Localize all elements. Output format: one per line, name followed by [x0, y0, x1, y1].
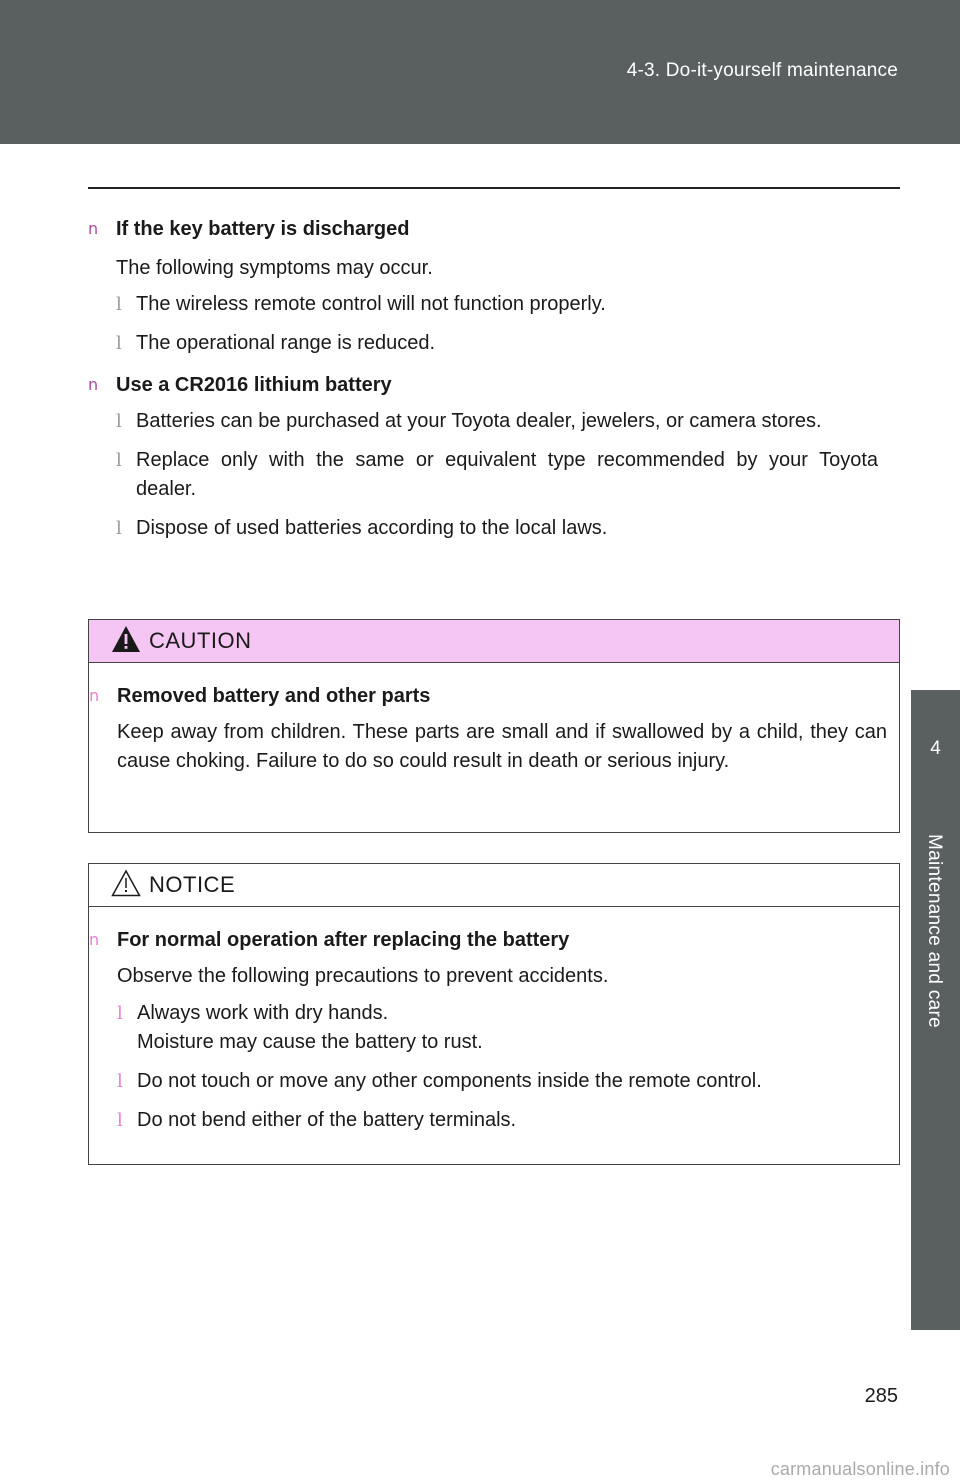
notice-text: Observe the following precautions to prevent accidents.: [117, 965, 609, 987]
bullet-icon: l: [116, 333, 122, 354]
top-rule: [88, 187, 900, 189]
bullet-icon: l: [116, 450, 122, 471]
notice-body: [89, 907, 899, 1135]
section-title: 4-3. Do-it-yourself maintenance: [626, 60, 898, 81]
page-number: 285: [864, 1385, 898, 1407]
bullet-icon: l: [117, 1110, 123, 1131]
bullet-icon: l: [117, 1071, 123, 1092]
notice-heading: n For normal operation after replacing the battery: [89, 923, 887, 957]
chapter-label: Maintenance and care: [924, 834, 945, 1029]
bullet-icon: l: [117, 1003, 123, 1024]
paragraph: The following symptoms may occur.: [116, 257, 433, 279]
watermark: carmanualsonline.info: [770, 1459, 950, 1479]
warning-triangle-icon: [111, 625, 141, 653]
caution-box: [88, 619, 900, 833]
notice-box: [88, 863, 900, 1165]
list-item: l Batteries can be purchased at your Toyota dealer, jewelers, or camera stores.: [88, 407, 878, 436]
square-bullet-icon: n: [88, 375, 99, 394]
notice-header: [89, 864, 899, 907]
caution-title: CAUTION: [149, 628, 252, 653]
notice-triangle-icon: [111, 869, 141, 897]
list-item: l Replace only with the same or equivalent type recommended by your Toyota dealer.: [88, 446, 878, 504]
page-header: [0, 0, 960, 144]
caution-body: [89, 663, 899, 776]
caution-text: Keep away from children. These parts are small and if swallowed by a child, they can cause choking. Failure to do so could result in death or serious injury.: [117, 721, 887, 772]
caution-heading: n Removed battery and other parts: [89, 679, 887, 713]
list-item: l The wireless remote control will not function properly.: [88, 290, 878, 319]
list-item: l Always work with dry hands. Moisture may cause the battery to rust.: [89, 999, 887, 1057]
list-item: l Do not touch or move any other components inside the remote control.: [89, 1067, 887, 1096]
main-content: [88, 212, 878, 553]
chapter-number: 4: [930, 738, 941, 759]
bullet-icon: l: [116, 411, 122, 432]
notice-title: NOTICE: [149, 872, 236, 897]
list-item: l Dispose of used batteries according to the local laws.: [88, 514, 878, 543]
list-item: l The operational range is reduced.: [88, 329, 878, 358]
list-item: l Do not bend either of the battery terminals.: [89, 1106, 887, 1135]
bullet-icon: l: [116, 294, 122, 315]
square-bullet-icon: n: [88, 219, 99, 238]
chapter-tab[interactable]: [911, 690, 960, 1330]
section-heading: n Use a CR2016 lithium battery: [88, 368, 878, 402]
square-bullet-icon: n: [89, 930, 100, 949]
caution-header: [89, 620, 899, 663]
bullet-icon: l: [116, 518, 122, 539]
section-heading: n If the key battery is discharged: [88, 212, 878, 246]
square-bullet-icon: n: [89, 686, 100, 705]
